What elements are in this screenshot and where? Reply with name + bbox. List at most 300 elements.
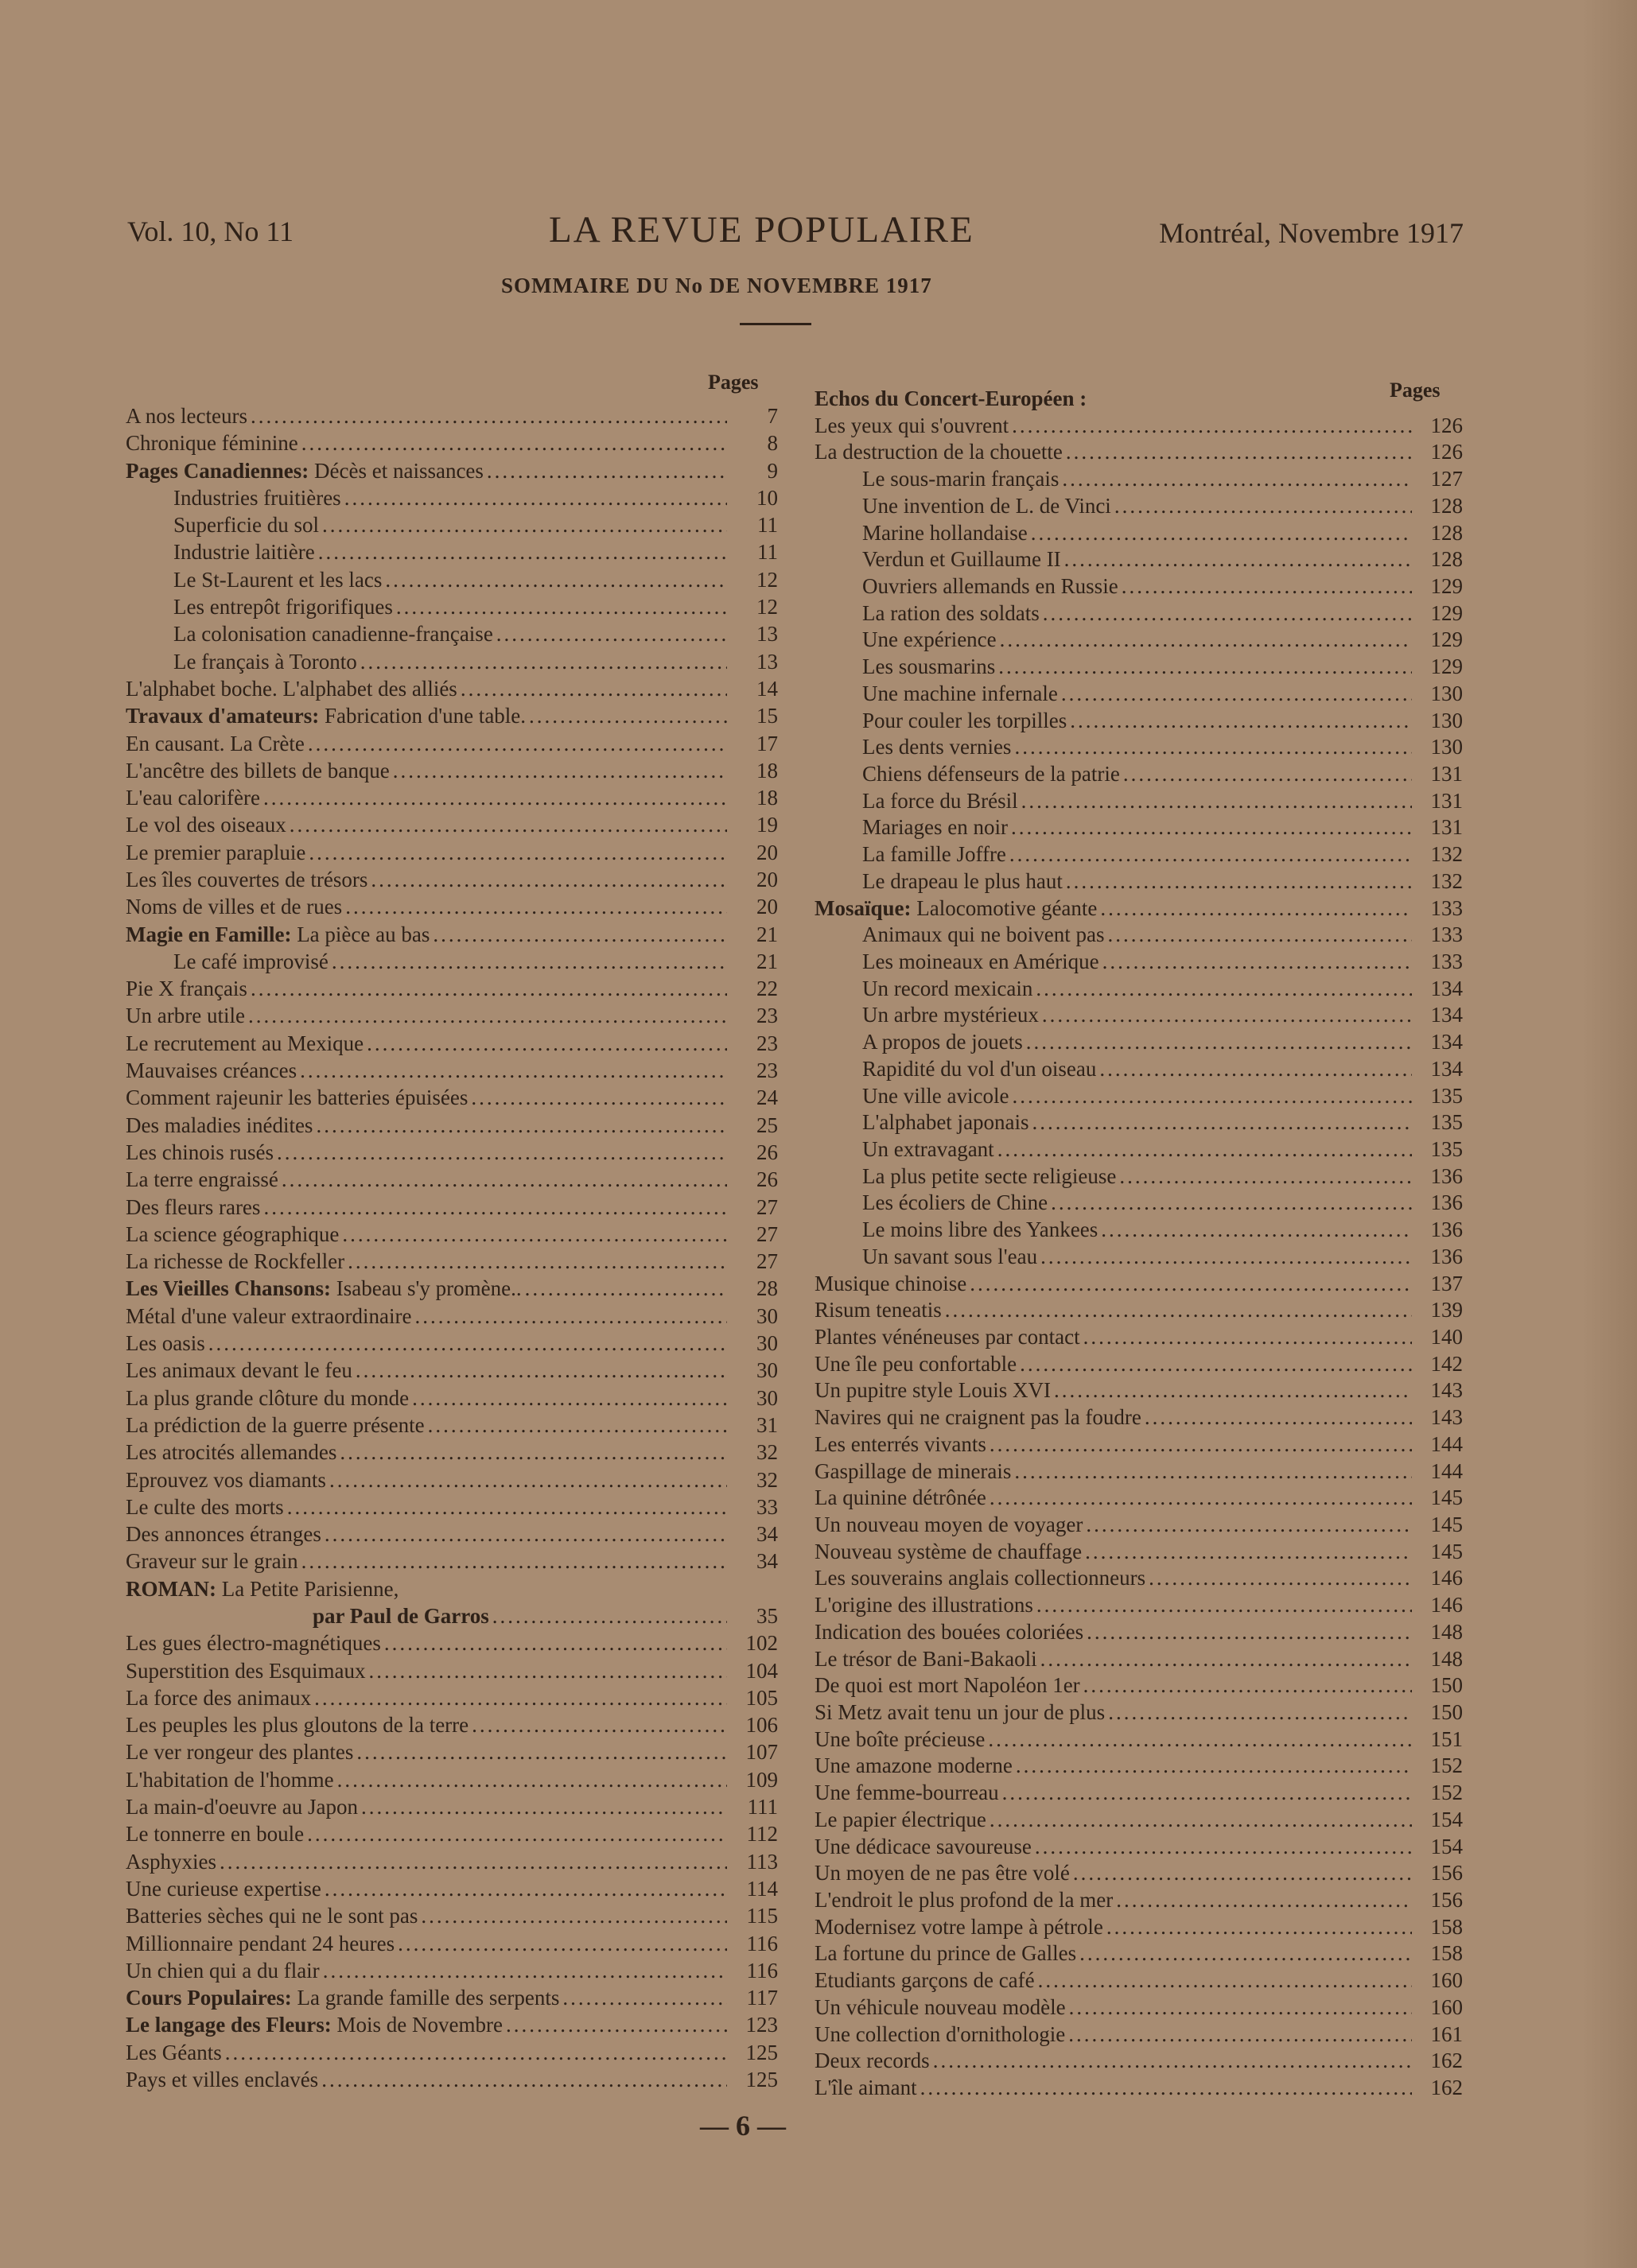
toc-entry xyxy=(815,1245,1463,1269)
toc-page-number: 14 xyxy=(756,676,778,701)
leader-dots xyxy=(1066,869,1412,894)
toc-page-number: 146 xyxy=(1430,1593,1463,1618)
toc-entry-title: Superficie du sol xyxy=(173,513,319,538)
toc-entry xyxy=(815,977,1463,1001)
toc-entry-label xyxy=(126,431,298,456)
toc-entry xyxy=(126,1822,778,1847)
toc-entry xyxy=(126,677,778,701)
leader-dots xyxy=(1038,1968,1412,1993)
pages-header-right: Pages xyxy=(1390,379,1441,402)
toc-page-number: 135 xyxy=(1430,1083,1463,1108)
toc-entry-label xyxy=(815,1459,1011,1484)
toc-entry xyxy=(126,1331,778,1356)
leader-dots xyxy=(342,1222,727,1247)
toc-entry xyxy=(126,486,778,511)
toc-page-number: 23 xyxy=(756,1031,778,1055)
toc-entry-label xyxy=(126,1713,469,1738)
leader-dots xyxy=(1106,1915,1412,1940)
toc-entry-label xyxy=(862,1190,1048,1215)
toc-entry-title: Les sousmarins xyxy=(862,654,996,679)
toc-entry xyxy=(126,2041,778,2065)
leader-dots xyxy=(1036,977,1412,1001)
leader-dots xyxy=(398,1932,727,1956)
toc-page-number: 28 xyxy=(756,1276,778,1301)
toc-entry-label xyxy=(862,977,1032,1001)
toc-page-number: 145 xyxy=(1430,1485,1463,1510)
toc-page-number: 111 xyxy=(747,1795,778,1819)
toc-page-number: 131 xyxy=(1430,788,1463,813)
toc-entry-label xyxy=(126,1058,297,1083)
toc-page-number: 26 xyxy=(756,1140,778,1164)
leader-dots xyxy=(1040,1647,1412,1672)
toc-entry-label xyxy=(126,1577,399,1602)
leader-dots xyxy=(277,1140,727,1165)
leader-dots xyxy=(1035,1835,1412,1859)
toc-entry xyxy=(126,1850,778,1874)
toc-entry-label xyxy=(126,1222,339,1247)
toc-page-number: 132 xyxy=(1430,868,1463,893)
leader-dots xyxy=(368,1659,727,1684)
toc-entry-title: La famille Joffre xyxy=(862,842,1006,867)
leader-dots xyxy=(321,2068,727,2092)
toc-entry xyxy=(815,1566,1463,1590)
toc-entry xyxy=(815,1378,1463,1403)
leader-dots xyxy=(393,759,727,783)
place-date: Montréal, Novembre 1917 xyxy=(1159,217,1464,249)
leader-dots xyxy=(1011,815,1412,840)
leader-dots xyxy=(345,895,727,919)
leader-dots xyxy=(1145,1405,1412,1430)
toc-page-number: 146 xyxy=(1430,1566,1463,1590)
toc-entry-label xyxy=(173,568,382,592)
toc-entry-label xyxy=(862,950,1099,974)
toc-entry xyxy=(126,513,778,538)
toc-entry-title: Des fleurs rares xyxy=(126,1194,261,1219)
toc-page-number: 127 xyxy=(1430,467,1463,491)
toc-entry-label xyxy=(126,2041,222,2065)
toc-entry xyxy=(126,1495,778,1520)
toc-entry-label xyxy=(862,1030,1023,1054)
toc-entry xyxy=(815,1941,1463,1966)
toc-entry-label xyxy=(862,789,1018,814)
toc-entry-title: Les îles couvertes de trésors xyxy=(126,868,368,892)
toc-entry xyxy=(815,1727,1463,1752)
toc-entry-label xyxy=(862,682,1058,706)
toc-entry xyxy=(126,786,778,810)
toc-page-number: 133 xyxy=(1430,895,1463,920)
toc-page-number: 20 xyxy=(756,868,778,892)
toc-entry-label xyxy=(173,950,329,974)
leader-dots xyxy=(356,1358,727,1383)
toc-page-number: 128 xyxy=(1430,547,1463,572)
toc-entry-title: Les écoliers de Chine xyxy=(862,1190,1048,1215)
toc-entry-label xyxy=(815,414,1009,438)
toc-entry-title: Une boîte précieuse xyxy=(815,1726,986,1751)
toc-page-number: 140 xyxy=(1430,1325,1463,1349)
leader-dots xyxy=(1000,627,1412,652)
toc-entry xyxy=(126,1167,778,1192)
toc-entry-title: Un véhicule nouveau modèle xyxy=(815,1994,1066,2019)
toc-page-number: 21 xyxy=(756,949,778,973)
leader-dots xyxy=(371,868,727,892)
leader-dots xyxy=(300,1058,727,1083)
toc-entry-label xyxy=(862,627,997,652)
toc-entry-label xyxy=(173,622,493,647)
toc-entry-title: Les gues électro-magnétiques xyxy=(126,1631,381,1656)
toc-section-heading: Le langage des Fleurs: xyxy=(126,2013,332,2037)
leader-dots xyxy=(1021,789,1412,814)
leader-dots xyxy=(496,622,727,647)
toc-entry xyxy=(126,1604,778,1629)
toc-page-number: 24 xyxy=(756,1085,778,1110)
toc-page-number: 126 xyxy=(1430,413,1463,437)
toc-entry-label xyxy=(126,1140,274,1165)
toc-page-number: 30 xyxy=(756,1385,778,1410)
toc-entry xyxy=(815,2076,1463,2100)
toc-entry-label xyxy=(862,494,1111,518)
toc-entry-label xyxy=(815,1861,1070,1885)
toc-entry xyxy=(815,1272,1463,1296)
toc-page-number: 30 xyxy=(756,1303,778,1328)
toc-entry xyxy=(815,1888,1463,1913)
toc-entry-title: Un record mexicain xyxy=(862,976,1033,1000)
leader-dots xyxy=(248,1004,727,1028)
toc-entry xyxy=(126,459,778,484)
toc-entry xyxy=(126,977,778,1001)
leader-dots xyxy=(1107,922,1412,947)
toc-entry-label xyxy=(815,1995,1066,2020)
toc-entry-label xyxy=(126,895,342,919)
toc-entry xyxy=(815,1620,1463,1645)
toc-entry xyxy=(815,601,1463,626)
toc-entry xyxy=(126,1659,778,1684)
toc-entry-label xyxy=(126,1113,313,1138)
toc-entry-label xyxy=(126,1959,320,1983)
leader-dots xyxy=(356,1740,727,1765)
toc-entry-label xyxy=(815,1405,1141,1430)
toc-entry-title: Le moins libre des Yankees xyxy=(862,1217,1098,1242)
toc-entry-label xyxy=(862,1164,1116,1189)
toc-entry xyxy=(815,682,1463,706)
toc-page-number: 105 xyxy=(745,1685,778,1710)
toc-entry xyxy=(126,2068,778,2092)
leader-dots xyxy=(1016,1753,1412,1778)
toc-page-number: 145 xyxy=(1430,1539,1463,1563)
toc-entry xyxy=(126,1413,778,1438)
toc-entry xyxy=(815,1057,1463,1082)
toc-entry-label xyxy=(126,1331,205,1356)
toc-entry-title: Le recrutement au Mexique xyxy=(126,1031,364,1055)
toc-entry xyxy=(126,1986,778,2010)
leader-dots xyxy=(997,1137,1412,1162)
toc-entry-label xyxy=(815,1378,1051,1403)
toc-entry-label xyxy=(126,1686,311,1711)
toc-entry xyxy=(126,895,778,919)
toc-entry-title: La quinine détrônée xyxy=(815,1485,986,1510)
leader-dots xyxy=(920,2076,1412,2100)
toc-entry-title: Mois de Novembre xyxy=(336,2013,503,2037)
leader-dots xyxy=(428,1413,727,1438)
toc-entry xyxy=(126,868,778,892)
toc-entry-label xyxy=(815,1513,1083,1537)
toc-page-number: 135 xyxy=(1430,1110,1463,1135)
leader-dots xyxy=(529,704,727,728)
toc-entry xyxy=(815,1915,1463,1940)
toc-entry-title: Des annonces étranges xyxy=(126,1522,321,1547)
toc-entry-title: Une invention de L. de Vinci xyxy=(862,493,1111,518)
toc-entry xyxy=(126,1304,778,1329)
toc-page-number: 12 xyxy=(756,567,778,592)
toc-entry-label xyxy=(815,1647,1037,1672)
toc-page-number: 135 xyxy=(1430,1137,1463,1161)
toc-entry-title: Etudiants garçons de café xyxy=(815,1968,1035,1993)
toc-entry xyxy=(126,2013,778,2037)
toc-entry-title: Pie X français xyxy=(126,977,247,1001)
toc-entry xyxy=(815,1861,1463,1885)
toc-page-number: 134 xyxy=(1430,1003,1463,1027)
leader-dots xyxy=(1014,1459,1412,1484)
toc-page-number: 139 xyxy=(1430,1298,1463,1322)
toc-entry xyxy=(126,622,778,647)
toc-page-number: 126 xyxy=(1430,440,1463,464)
toc-entry xyxy=(815,922,1463,947)
toc-entry-title: Un nouveau moyen de voyager xyxy=(815,1513,1083,1536)
toc-entry-label xyxy=(126,1850,216,1874)
toc-entry-title: Comment rajeunir les batteries épuisées xyxy=(126,1085,469,1110)
toc-page-number: 113 xyxy=(746,1849,778,1874)
leader-dots xyxy=(332,950,727,974)
toc-entry-title: Des maladies inédites xyxy=(126,1113,313,1137)
toc-entry-title: Un extravagant xyxy=(862,1137,994,1161)
toc-page-number: 129 xyxy=(1430,600,1463,625)
toc-entry-label xyxy=(126,1276,522,1301)
toc-entry-label xyxy=(862,1057,1096,1082)
toc-entry-label xyxy=(126,1659,365,1684)
paper-edge xyxy=(1581,0,1637,2268)
toc-entry-title: Pour couler les torpilles xyxy=(862,708,1067,732)
leader-dots xyxy=(1068,2022,1412,2047)
toc-entry-title: Une machine infernale xyxy=(862,681,1058,705)
toc-entry-label xyxy=(126,841,305,865)
toc-page-number: 161 xyxy=(1430,2021,1463,2046)
toc-entry-label xyxy=(862,922,1104,947)
toc-entry xyxy=(815,1217,1463,1242)
toc-entry-title: La richesse de Rockfeller xyxy=(126,1249,345,1274)
leader-dots xyxy=(1014,735,1412,759)
toc-entry xyxy=(815,709,1463,733)
toc-page-number: 128 xyxy=(1430,493,1463,518)
toc-page-number: 21 xyxy=(756,922,778,946)
toc-entry-title: Le vol des oiseaux xyxy=(126,813,286,837)
toc-entry-title: Noms de villes et de rues xyxy=(126,895,343,919)
toc-page-number: 20 xyxy=(756,895,778,919)
toc-page-number: 134 xyxy=(1430,1056,1463,1081)
toc-entry-label xyxy=(815,1700,1105,1725)
leader-dots xyxy=(562,1986,727,2010)
toc-entry-title: Animaux qui ne boivent pas xyxy=(862,922,1105,947)
toc-entry xyxy=(815,1190,1463,1215)
leader-dots xyxy=(282,1167,727,1192)
toc-entry xyxy=(815,1673,1463,1698)
toc-entry xyxy=(815,1432,1463,1457)
toc-entry-label xyxy=(126,732,305,756)
leader-dots xyxy=(1102,950,1412,974)
toc-entry-title: De quoi est mort Napoléon 1er xyxy=(815,1673,1080,1698)
toc-page-number: 130 xyxy=(1430,735,1463,759)
toc-entry-title: Millionnaire pendant 24 heures xyxy=(126,1931,395,1955)
toc-page-number: 151 xyxy=(1430,1726,1463,1751)
toc-page-number: 134 xyxy=(1430,976,1463,1000)
toc-entry-label xyxy=(815,1593,1033,1618)
toc-entry-label xyxy=(126,704,526,728)
toc-entry xyxy=(126,1386,778,1411)
toc-entry-label xyxy=(862,815,1008,840)
toc-page-number: 150 xyxy=(1430,1700,1463,1724)
toc-entry-label xyxy=(313,1604,489,1629)
toc-entry-label xyxy=(126,1386,409,1411)
leader-dots xyxy=(1064,547,1412,572)
toc-entry-label xyxy=(815,1808,986,1832)
toc-entry-title: Industries fruitières xyxy=(173,485,341,510)
leader-dots xyxy=(251,404,727,429)
toc-entry xyxy=(126,1713,778,1738)
toc-entry xyxy=(815,467,1463,491)
toc-entry xyxy=(815,1298,1463,1322)
toc-entry-label xyxy=(815,1727,985,1752)
toc-entry-title: Lalocomotive géante xyxy=(916,895,1098,920)
leader-dots xyxy=(998,654,1412,679)
toc-entry-title: Graveur sur le grain xyxy=(126,1549,298,1574)
toc-entry-label xyxy=(815,1432,986,1457)
leader-dots xyxy=(1086,1513,1412,1537)
toc-page-number: 131 xyxy=(1430,815,1463,840)
toc-entry xyxy=(126,568,778,592)
toc-page-number: 125 xyxy=(745,2068,778,2091)
toc-entry-title: Le ver rongeur des plantes xyxy=(126,1740,354,1765)
toc-entry-label xyxy=(126,1468,326,1493)
toc-page-number: 150 xyxy=(1430,1673,1463,1698)
leader-dots xyxy=(1073,1861,1412,1885)
leader-dots xyxy=(1069,1995,1412,2020)
toc-entry xyxy=(126,1085,778,1110)
toc-entry-label xyxy=(126,1249,344,1274)
toc-entry-label xyxy=(126,1795,358,1819)
toc-entry xyxy=(815,1513,1463,1537)
toc-entry-title: Mauvaises créances xyxy=(126,1058,297,1083)
leader-dots xyxy=(1032,1110,1412,1135)
leader-dots xyxy=(316,1113,727,1138)
toc-entry-title: Musique chinoise xyxy=(815,1271,967,1295)
toc-page-number: 142 xyxy=(1430,1351,1463,1376)
toc-page-number: 18 xyxy=(756,786,778,810)
toc-entry-label xyxy=(815,1781,999,1805)
toc-page-number: 22 xyxy=(756,977,778,1001)
pages-header-left: Pages xyxy=(708,371,759,394)
leader-dots xyxy=(348,1249,727,1274)
toc-page-number: 18 xyxy=(756,758,778,783)
leader-dots xyxy=(344,486,727,511)
toc-page-number: 136 xyxy=(1430,1163,1463,1188)
toc-page-number: 136 xyxy=(1430,1217,1463,1242)
toc-entry-title: La pièce au bas xyxy=(297,922,430,946)
leader-dots xyxy=(329,1468,727,1493)
toc-entry-label xyxy=(126,786,260,810)
title-rule xyxy=(740,323,811,325)
leader-dots xyxy=(1070,709,1412,733)
toc-page-number: 162 xyxy=(1430,2076,1463,2099)
leader-dots xyxy=(1051,1190,1412,1215)
toc-entry-title: A propos de jouets xyxy=(862,1030,1023,1054)
toc-page-number: 31 xyxy=(756,1412,778,1437)
toc-entry xyxy=(126,1959,778,1983)
toc-entry-label xyxy=(862,762,1120,786)
toc-entry-label xyxy=(126,1495,284,1520)
toc-page-number: 23 xyxy=(756,1058,778,1083)
toc-entry-label xyxy=(815,1753,1013,1778)
leader-dots xyxy=(421,1904,727,1928)
toc-entry xyxy=(815,762,1463,786)
toc-page-number: 156 xyxy=(1430,1888,1463,1912)
toc-entry-title: Les peuples les plus gloutons de la terre xyxy=(126,1713,469,1738)
toc-page-number: 12 xyxy=(756,595,778,619)
toc-entry-title: Décès et naissances xyxy=(314,458,484,483)
toc-entry-title: Les oasis xyxy=(126,1331,205,1356)
toc-entry xyxy=(815,1030,1463,1054)
toc-entry-title: Rapidité du vol d'un oiseau xyxy=(862,1056,1097,1081)
toc-entry-label xyxy=(815,1888,1113,1913)
toc-entry-label xyxy=(815,386,1087,411)
toc-entry-title: Le culte des morts xyxy=(126,1494,284,1519)
toc-entry-label xyxy=(126,1932,395,1956)
volume-number: Vol. 10, No 11 xyxy=(127,216,294,247)
toc-entry xyxy=(126,1686,778,1711)
toc-entry xyxy=(126,1577,778,1602)
toc-entry-title: Risum teneatis xyxy=(815,1298,942,1322)
toc-entry-label xyxy=(862,547,1061,572)
leader-dots xyxy=(367,1031,727,1056)
toc-entry xyxy=(815,735,1463,759)
toc-entry-title: Les atrocités allemandes xyxy=(126,1440,337,1465)
toc-entry-title: Fabrication d'une table. xyxy=(325,704,527,728)
leader-dots xyxy=(340,1440,727,1465)
toc-entry xyxy=(126,1140,778,1165)
toc-entry-title: Isabeau s'y promène.. xyxy=(336,1276,522,1301)
toc-entry xyxy=(126,1549,778,1574)
toc-entry-title: L'eau calorifère xyxy=(126,786,260,810)
toc-page-number: 145 xyxy=(1430,1513,1463,1536)
leader-dots xyxy=(933,2049,1412,2073)
toc-page-number: 162 xyxy=(1430,2049,1463,2073)
leader-dots xyxy=(1087,1620,1412,1645)
toc-page-number: 15 xyxy=(756,704,778,728)
toc-entry-title: Les dents vernies xyxy=(862,735,1012,759)
toc-entry-title: La ration des soldats xyxy=(862,600,1040,625)
leader-dots xyxy=(970,1272,1412,1296)
toc-entry xyxy=(126,1276,778,1301)
toc-entry-label xyxy=(815,1298,942,1322)
toc-entry-title: Le français à Toronto xyxy=(173,649,357,674)
toc-entry-label xyxy=(862,869,1063,894)
leader-dots xyxy=(263,1195,727,1220)
toc-entry-title: L'origine des illustrations xyxy=(815,1593,1033,1618)
toc-entry-title: Gaspillage de minerais xyxy=(815,1458,1012,1483)
leader-dots xyxy=(1061,682,1412,706)
leader-dots xyxy=(1123,762,1412,786)
toc-page-number: 154 xyxy=(1430,1807,1463,1831)
leader-dots xyxy=(990,1485,1412,1510)
toc-entry-label xyxy=(126,1085,468,1110)
toc-page-number: 25 xyxy=(756,1113,778,1137)
